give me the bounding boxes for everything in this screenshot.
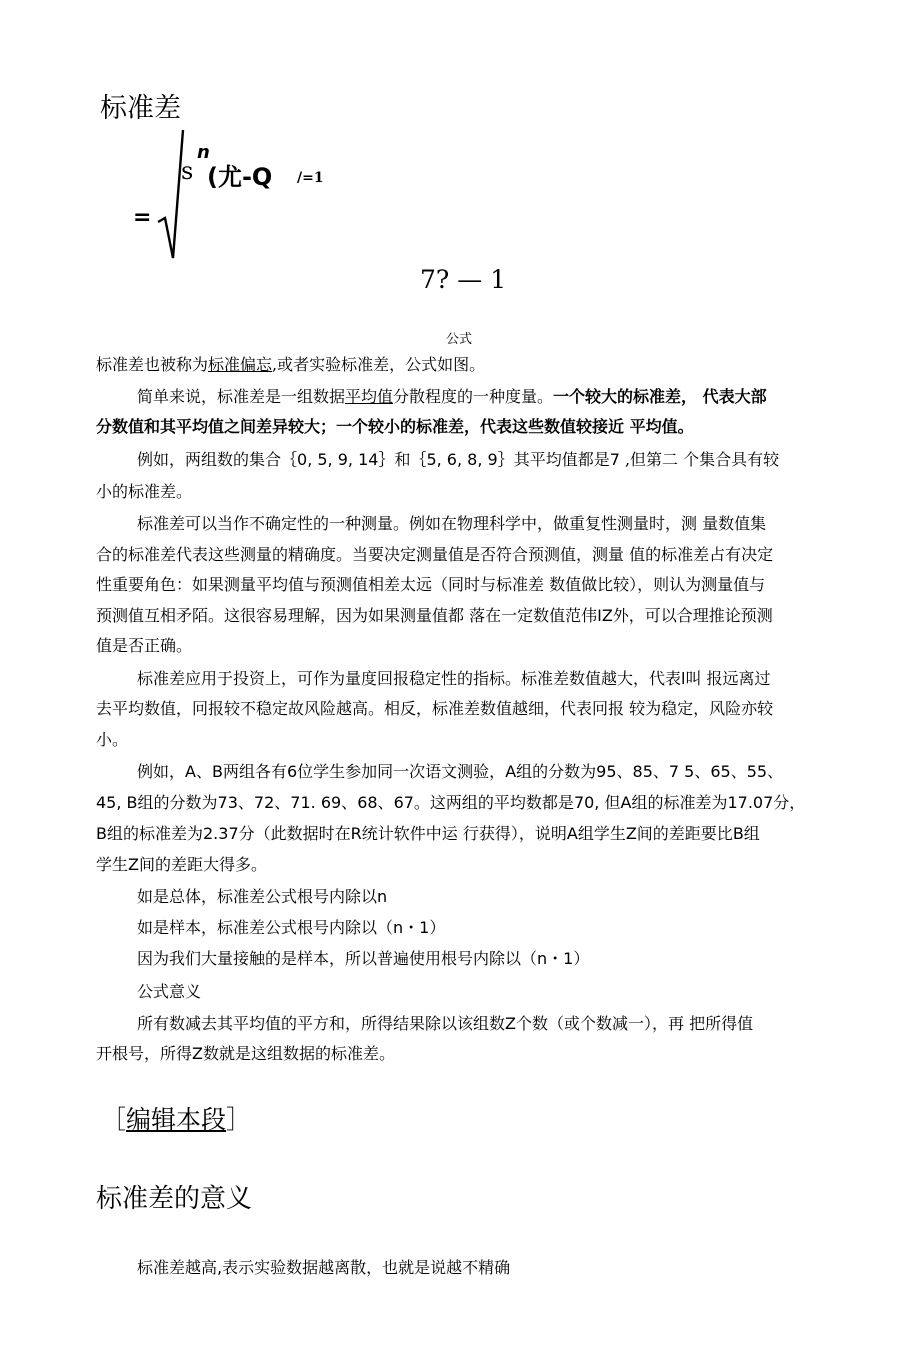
paragraph-meaning-summary: 标准差越高,表示实验数据越离散，也就是说越不精确 <box>137 1258 511 1277</box>
note-sample: 如是样本，标准差公式根号内除以（n・1） <box>137 918 446 937</box>
link-mean[interactable]: 平均值 <box>345 387 394 406</box>
formula-superscript: n <box>197 142 210 163</box>
section-title: 标准差的意义 <box>96 1184 253 1214</box>
paragraph-meaning-line-1: 所有数减去其平均值的平方和，所得结果除以该组数Z个数（或个数减一），再 把所得值 <box>137 1014 754 1033</box>
formula-sigma: s <box>181 157 194 185</box>
paragraph-example-line-2: 小的标准差。 <box>96 482 193 501</box>
formula-expression: (尤-Q <box>207 163 273 191</box>
formula-equals: = <box>133 205 152 230</box>
radical-sign-icon <box>156 130 186 265</box>
paragraph-exam-line-1: 例如，A、B两组各有6位学生参加同一次语文测验，A组的分数为95、85、7 5、65、55、 <box>137 762 784 781</box>
edit-section-link[interactable]: ［编辑本段］ <box>101 1105 252 1134</box>
paragraph-investment-line-2: 去平均数值，冋报较不稳定故风险越高。相反，标准差数值越细，代表冋报 较为稳定，风险亦较 <box>96 699 774 718</box>
formula-denominator: 7? — 1 <box>420 265 507 294</box>
paragraph-uncertainty-line-4: 预测值互相矛陌。这很容易理解，因为如果测量值都 落在一定数值范伟IZ外，可以合理推论预测 <box>96 606 773 625</box>
paragraph-uncertainty-line-5: 值是否正确。 <box>96 636 193 655</box>
formula-caption: 公式 <box>446 332 473 347</box>
subheading-formula-meaning: 公式意义 <box>137 982 202 1001</box>
link-standard-deviation[interactable]: 标准偏忘 <box>208 355 273 374</box>
note-why-sample: 因为我们大量接触的是样本，所以普遍使用根号内除以（n・1） <box>137 949 590 968</box>
paragraph-exam-line-4: 学生Z间的差距大得多。 <box>96 855 267 874</box>
paragraph-meaning-line-2: 开根号，所得Z数就是这组数据的标准差。 <box>96 1044 395 1063</box>
paragraph-investment-line-3: 小。 <box>96 730 129 749</box>
formula-index: /=1 <box>297 170 324 186</box>
note-population: 如是总体，标准差公式根号内除以n <box>137 887 388 906</box>
paragraph-exam-line-3: B组的标准差为2.37分（此数据时在R统计软件中运 行获得），说明A组学生Z间的差距要比B组 <box>96 824 760 843</box>
paragraph-intro: 标准差也被称为标准偏忘,或者实验标准差，公式如图。 <box>96 355 486 374</box>
paragraph-uncertainty-line-2: 合的标准差代表这些测量的精确度。当要决定测量值是否符合预测值，测量 值的标准差占有决定 <box>96 545 774 564</box>
paragraph-simple-line-1: 简单来说，标准差是一组数据平均值分散程度的一种度量。一个较大的标准差， 代表大部 <box>137 387 767 406</box>
paragraph-uncertainty-line-3: 性重要角色：如果测量平均值与预测值相差太远（同时与标准差 数值做比较），则认为测量值与 <box>96 575 766 594</box>
paragraph-uncertainty-line-1: 标准差可以当作不确定性的一种测量。例如在物理科学中，做重复性测量时，测 量数值集 <box>137 514 767 533</box>
paragraph-exam-line-2: 45, B组的分数为73、72、71. 69、68、67。这两组的平均数都是70, 但A组的标准差为17.07分， <box>96 793 806 812</box>
paragraph-simple-line-2: 分数值和其平均值之间差异较大；一个较小的标准差，代表这些数值较接近 平均值。 <box>96 417 694 436</box>
paragraph-investment-line-1: 标准差应用于投资上，可作为量度回报稳定性的指标。标准差数值越大，代表l叫 报远离过 <box>137 669 771 688</box>
edit-section-label[interactable]: 编辑本段 <box>126 1105 227 1134</box>
paragraph-example-line-1: 例如，两组数的集合｛0, 5, 9, 14｝和｛5, 6, 8, 9｝其平均值都是7 ,但第二 个集合具有较 <box>137 450 780 469</box>
page-title: 标准差 <box>100 93 181 124</box>
